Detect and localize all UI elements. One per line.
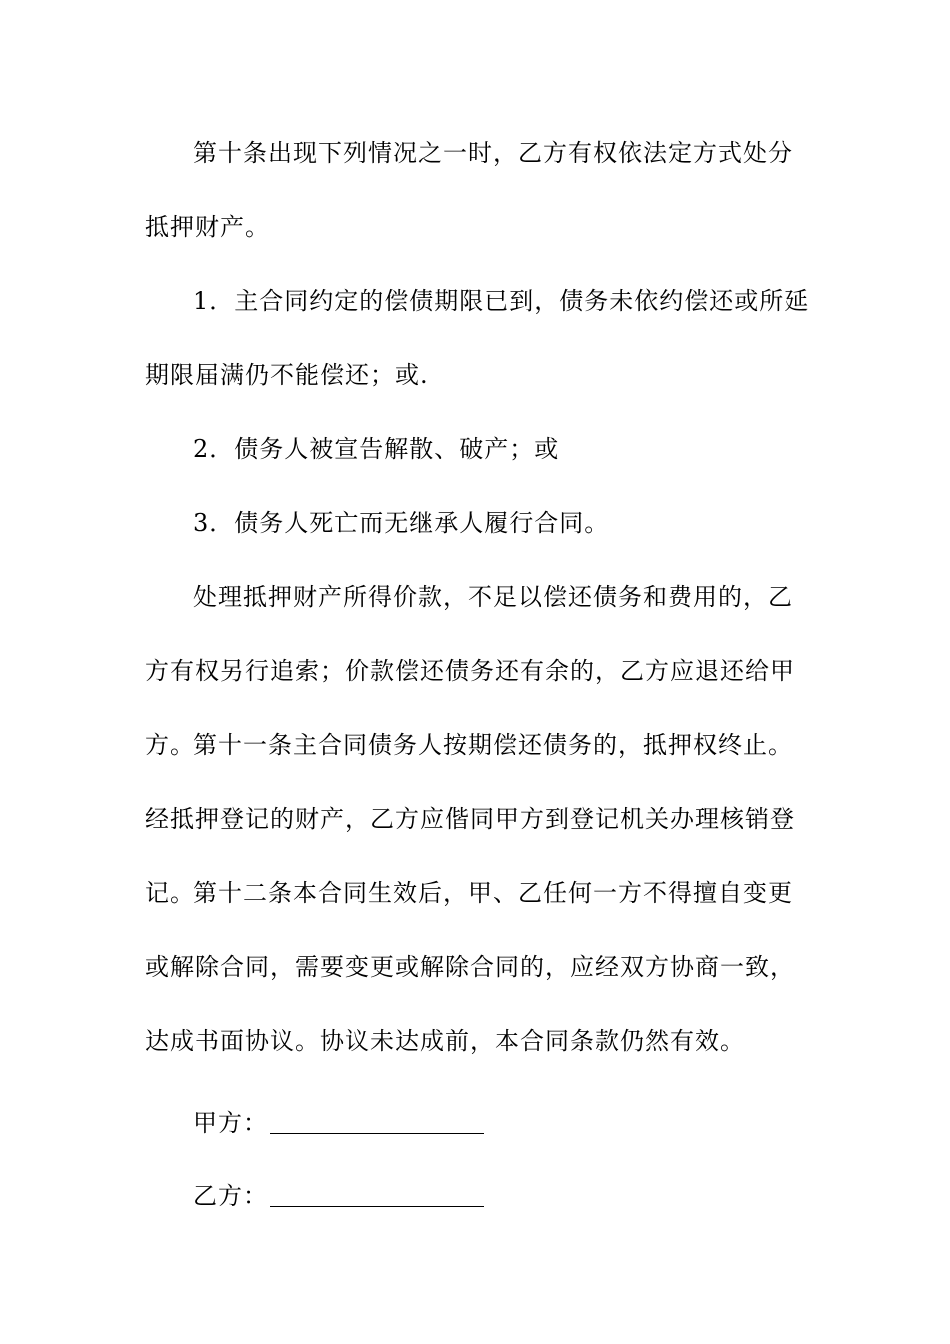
paragraph-article-11: 第十一条主合同债务人按期偿还债务的，抵押权终止。经抵押登记的财产，乙方应偕同甲方到登记机关办理核销登记。 — [145, 731, 795, 907]
signature-party-a — [193, 1108, 484, 1138]
party-b-signature-line[interactable] — [270, 1205, 484, 1207]
party-a-label: 甲方： — [193, 1109, 268, 1137]
party-b-label: 乙方： — [193, 1182, 268, 1210]
paragraph-article-12: 第十二条本合同生效后，甲、乙任何一方不得擅自变更或解除合同，需要变更或解除合同的，应经双方协商一致，达成书面协议。协议未达成前，本合同条款仍然有效。 — [145, 879, 795, 1055]
paragraph-item-1: 1．主合同约定的偿债期限已到，债务未依约偿还或所延期限届满仍不能偿还；或. — [145, 287, 810, 389]
party-a-signature-line[interactable] — [270, 1132, 484, 1134]
paragraph-item-2: 2．债务人被宣告解散、破产；或 — [193, 435, 560, 463]
paragraph-disposal-proceeds: 处理抵押财产所得价款，不足以偿还债务和费用的，乙方有权另行追索；价款偿还债务还有余的，乙方应退还给甲方。 — [145, 583, 795, 759]
paragraph-article-10: 第十条出现下列情况之一时，乙方有权依法定方式处分抵押财产。 — [145, 139, 793, 241]
paragraph-item-3: 3．债务人死亡而无继承人履行合同。 — [193, 509, 610, 537]
signature-party-b — [193, 1181, 484, 1211]
